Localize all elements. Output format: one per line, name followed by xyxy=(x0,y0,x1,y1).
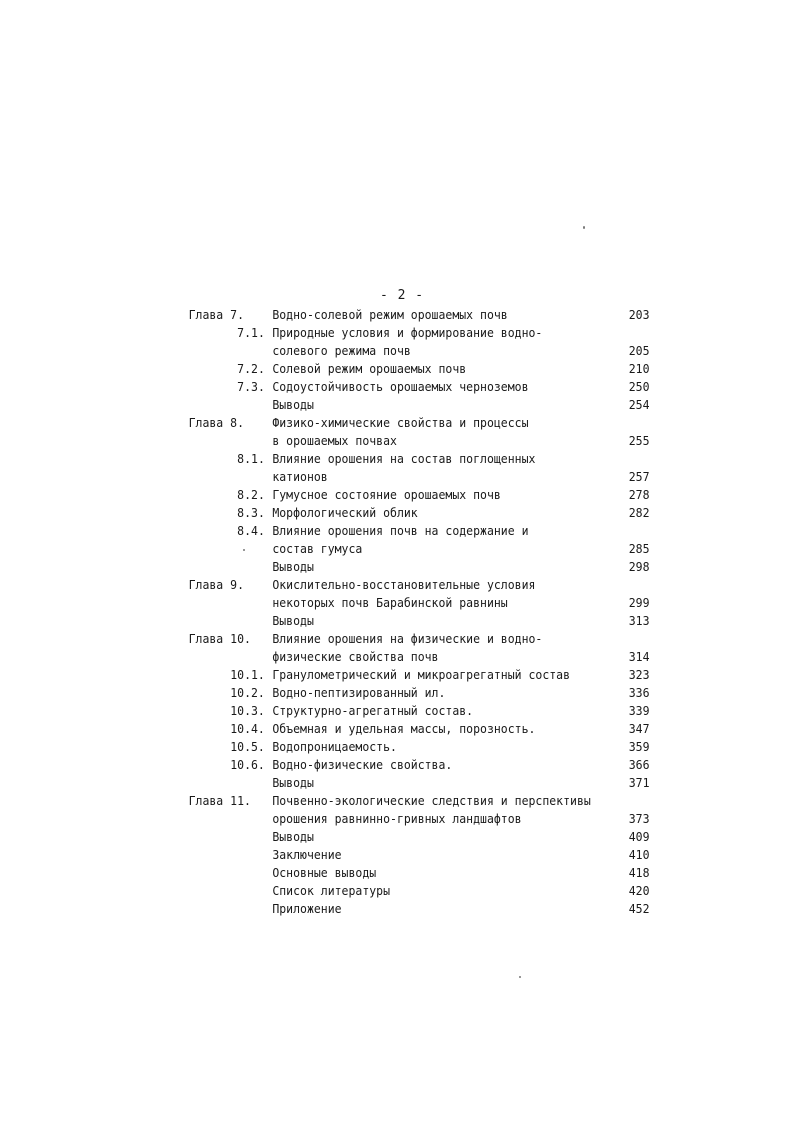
toc-entry-title: Выводы xyxy=(272,829,314,844)
toc-page-number: 336 xyxy=(628,685,650,700)
scan-speck xyxy=(583,226,585,229)
toc-page-number: 255 xyxy=(628,433,650,448)
toc-page-number: 359 xyxy=(628,739,650,754)
toc-row xyxy=(0,414,731,432)
toc-entry-title: в орошаемых почвах xyxy=(272,433,397,448)
toc-entry-title: Окислительно-восстановительные условия xyxy=(272,577,536,592)
chapter-label: Глава 7. xyxy=(188,307,245,322)
toc-page-number: 313 xyxy=(628,613,650,628)
scan-speck xyxy=(519,976,521,978)
toc-row xyxy=(0,720,731,738)
toc-entry-title: Влияние орошения на физические и водно- xyxy=(272,631,543,646)
section-number: 8.3. xyxy=(237,505,265,520)
toc-entry-title: Водно-солевой режим орошаемых почв xyxy=(272,307,508,322)
toc-entry-title: некоторых почв Барабинской равнины xyxy=(272,595,508,610)
toc-entry-title: Гумусное состояние орошаемых почв xyxy=(272,487,501,502)
page-number: - 2 - xyxy=(380,288,425,303)
toc-row xyxy=(0,540,731,558)
toc-page-number: 250 xyxy=(628,379,650,394)
toc-entry-title: Морфологический облик xyxy=(272,505,418,520)
toc-entry-title: состав гумуса xyxy=(272,541,363,556)
toc-row xyxy=(0,396,731,414)
toc-row xyxy=(0,378,731,396)
toc-page-number: 452 xyxy=(628,901,650,916)
toc-row xyxy=(0,522,731,540)
toc-row xyxy=(0,882,731,900)
toc-entry-title: Гранулометрический и микроагрегатный состав xyxy=(272,667,571,682)
toc-entry-title: Влияние орошения почв на содержание и xyxy=(272,523,529,538)
toc-entry-title: Приложение xyxy=(272,901,342,916)
toc-page-number: 418 xyxy=(628,865,650,880)
section-number: 8.2. xyxy=(237,487,265,502)
toc-row xyxy=(0,360,731,378)
toc-page-number: 373 xyxy=(628,811,650,826)
toc-row xyxy=(0,864,731,882)
toc-row xyxy=(0,846,731,864)
toc-row xyxy=(0,594,731,612)
toc-entry-title: Основные выводы xyxy=(272,865,377,880)
toc-row xyxy=(0,684,731,702)
toc-page-number: 420 xyxy=(628,883,650,898)
section-number: 8.4. xyxy=(237,523,265,538)
section-number: 10.4. xyxy=(230,721,265,736)
toc-entry-title: орошения равнинно-гривных ландшафтов xyxy=(272,811,522,826)
toc-entry-title: катионов xyxy=(272,469,328,484)
toc-row xyxy=(0,342,731,360)
section-number: 7.3. xyxy=(237,379,265,394)
toc-page-number: 314 xyxy=(628,649,650,664)
toc-page-number: 205 xyxy=(628,343,650,358)
toc-entry-title: Структурно-агрегатный состав. xyxy=(272,703,474,718)
toc-entry-title: физические свойства почв xyxy=(272,649,439,664)
section-number: 8.1. xyxy=(237,451,265,466)
toc-row xyxy=(0,648,731,666)
toc-entry-title: Выводы xyxy=(272,397,314,412)
scan-speck xyxy=(243,549,245,551)
toc-row xyxy=(0,774,731,792)
toc-row xyxy=(0,666,731,684)
toc-entry-title: солевого режима почв xyxy=(272,343,411,358)
toc-page-number: 347 xyxy=(628,721,650,736)
toc-entry-title: Выводы xyxy=(272,559,314,574)
toc-page-number: 409 xyxy=(628,829,650,844)
toc-page-number: 299 xyxy=(628,595,650,610)
toc-entry-title: Водопроницаемость. xyxy=(272,739,397,754)
chapter-label: Глава 10. xyxy=(188,631,251,646)
toc-entry-title: Влияние орошения на состав поглощенных xyxy=(272,451,536,466)
toc-entry-title: Природные условия и формирование водно- xyxy=(272,325,543,340)
toc-page-number: 366 xyxy=(628,757,650,772)
toc-row xyxy=(0,810,731,828)
toc-row xyxy=(0,558,731,576)
toc-entry-title: Водно-пептизированный ил. xyxy=(272,685,446,700)
toc-row xyxy=(0,450,731,468)
toc-page-number: 371 xyxy=(628,775,650,790)
toc-row xyxy=(0,432,731,450)
section-number: 10.5. xyxy=(230,739,265,754)
chapter-label: Глава 9. xyxy=(188,577,245,592)
section-number: 10.6. xyxy=(230,757,265,772)
toc-row xyxy=(0,828,731,846)
toc-row xyxy=(0,738,731,756)
section-number: 7.2. xyxy=(237,361,265,376)
toc-entry-title: Физико-химические свойства и процессы xyxy=(272,415,529,430)
toc-entry-title: Солевой режим орошаемых почв xyxy=(272,361,467,376)
toc-page-number: 210 xyxy=(628,361,650,376)
section-number: 10.2. xyxy=(230,685,265,700)
toc-page-number: 339 xyxy=(628,703,650,718)
section-number: 10.3. xyxy=(230,703,265,718)
toc-page-number: 410 xyxy=(628,847,650,862)
toc-row xyxy=(0,630,731,648)
section-number: 10.1. xyxy=(230,667,265,682)
toc-page-number: 298 xyxy=(628,559,650,574)
toc-page-number: 278 xyxy=(628,487,650,502)
toc-row xyxy=(0,576,731,594)
toc-row xyxy=(0,486,731,504)
toc-entry-title: Почвенно-экологические следствия и перспективы xyxy=(272,793,591,808)
toc-page-number: 203 xyxy=(628,307,650,322)
toc-row xyxy=(0,900,731,918)
toc-entry-title: Список литературы xyxy=(272,883,391,898)
toc-row xyxy=(0,468,731,486)
toc-row xyxy=(0,612,731,630)
toc-row xyxy=(0,306,731,324)
toc-row xyxy=(0,324,731,342)
toc-entry-title: Выводы xyxy=(272,613,314,628)
toc-page-number: 323 xyxy=(628,667,650,682)
toc-entry-title: Водно-физические свойства. xyxy=(272,757,453,772)
toc-entry-title: Заключение xyxy=(272,847,342,862)
toc-page-number: 257 xyxy=(628,469,650,484)
toc-page-number: 282 xyxy=(628,505,650,520)
section-number: 7.1. xyxy=(237,325,265,340)
chapter-label: Глава 8. xyxy=(188,415,245,430)
toc-entry-title: Содоустойчивость орошаемых черноземов xyxy=(272,379,529,394)
toc-row xyxy=(0,504,731,522)
toc-row xyxy=(0,792,731,810)
toc-row xyxy=(0,702,731,720)
toc-entry-title: Объемная и удельная массы, порозность. xyxy=(272,721,536,736)
toc-row xyxy=(0,756,731,774)
toc-page-number: 254 xyxy=(628,397,650,412)
chapter-label: Глава 11. xyxy=(188,793,251,808)
table-of-contents xyxy=(0,306,795,918)
toc-entry-title: Выводы xyxy=(272,775,314,790)
toc-page-number: 285 xyxy=(628,541,650,556)
